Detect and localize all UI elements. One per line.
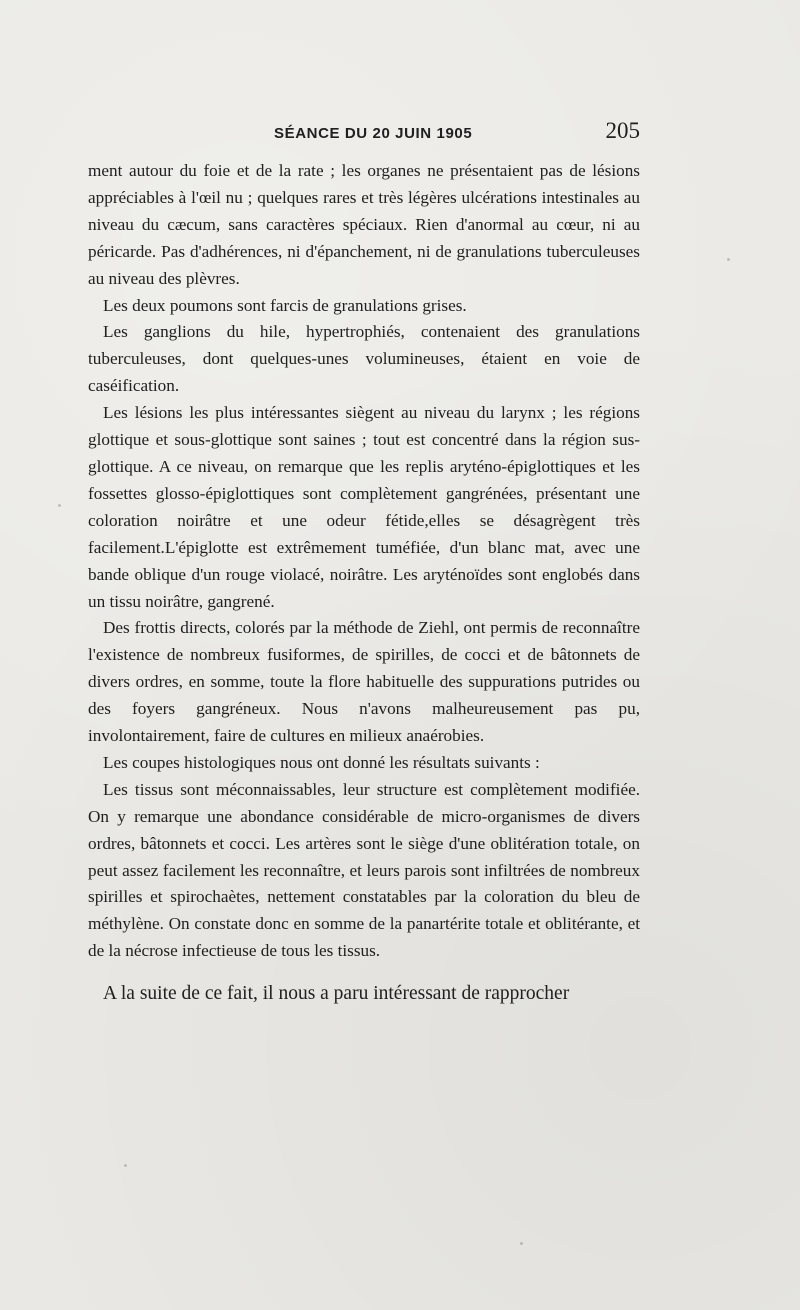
paragraph-histology-intro: Les coupes histologiques nous ont donné les résultats suivants : <box>103 752 540 772</box>
paragraph-hilar-ganglia: Les ganglions du hile, hypertrophiés, contenaient des granulations tuberculeuses, dont quelques-unes volumineuses, étaient en voie de caséification. <box>88 322 640 396</box>
paragraph-autopsy-findings: ment autour du foie et de la rate ; les organes ne présentaient pas de lésions appréciables à l'œil nu ; quelques rares et très légères ulcérations intestinales au niveau du cæcum, sans caractères spéciaux. Rien d'anormal au cœur, ni au péricarde. Pas d'adhérences, ni d'épanchement, ni de granulations tuberculeuses au niveau des plèvres. <box>88 161 640 288</box>
page-number: 205 <box>605 118 640 143</box>
paragraph-larynx-lesions: Les lésions les plus intéressantes siègent au niveau du larynx ; les régions glottique et sous-glottique sont saines ; tout est concentré dans la région sus-glottique. A ce niveau, on remarque que les replis aryténo-épiglottiques et les fossettes glosso-épiglottiques sont complètement gangrénées, présentant une coloration noirâtre et une odeur fétide,elles se désagrègent très facilement.L'épiglotte est extrêmement tuméfiée, d'un blanc mat, avec une bande oblique d'un rouge violacé, noirâtre. Les aryténoïdes sont englobés dans un tissu noirâtre, gangrené. <box>88 403 640 611</box>
paper-speck <box>727 258 730 261</box>
paragraph-lungs: Les deux poumons sont farcis de granulations grises. <box>103 295 467 315</box>
paragraph-smears: Des frottis directs, colorés par la méthode de Ziehl, ont permis de reconnaître l'existence de nombreux fusiformes, de spirilles, de cocci et de bâtonnets de divers ordres, en somme, toute la flore habituelle des suppurations putrides ou des foyers gangréneux. Nous n'avons malheureusement pas pu, involontairement, faire de cultures en milieux anaérobies. <box>88 618 640 746</box>
paragraph-histology-results: Les tissus sont méconnaissables, leur structure est complètement modifiée. On y remarque une abondance considérable de micro-organismes de divers ordres, bâtonnets et cocci. Les artères sont le siège d'une oblitération totale, on peut assez facilement les reconnaître, et leurs parois sont infiltrées de nombreux spirilles et spirochaètes, nettement constatables par la coloration du bleu de méthylène. On constate donc en somme de la panartérite totale et oblitérante, et de la nécrose infectieuse de tous les tissus. <box>88 779 640 961</box>
paper-speck <box>124 1164 127 1167</box>
paper-speck <box>58 504 61 507</box>
body-text <box>88 158 640 1007</box>
page-header <box>88 118 640 148</box>
paper-speck <box>520 1242 523 1245</box>
paragraph-closing: A la suite de ce fait, il nous a paru intéressant de rapprocher <box>103 983 570 1005</box>
running-title: SÉANCE DU 20 JUIN 1905 <box>274 125 473 142</box>
